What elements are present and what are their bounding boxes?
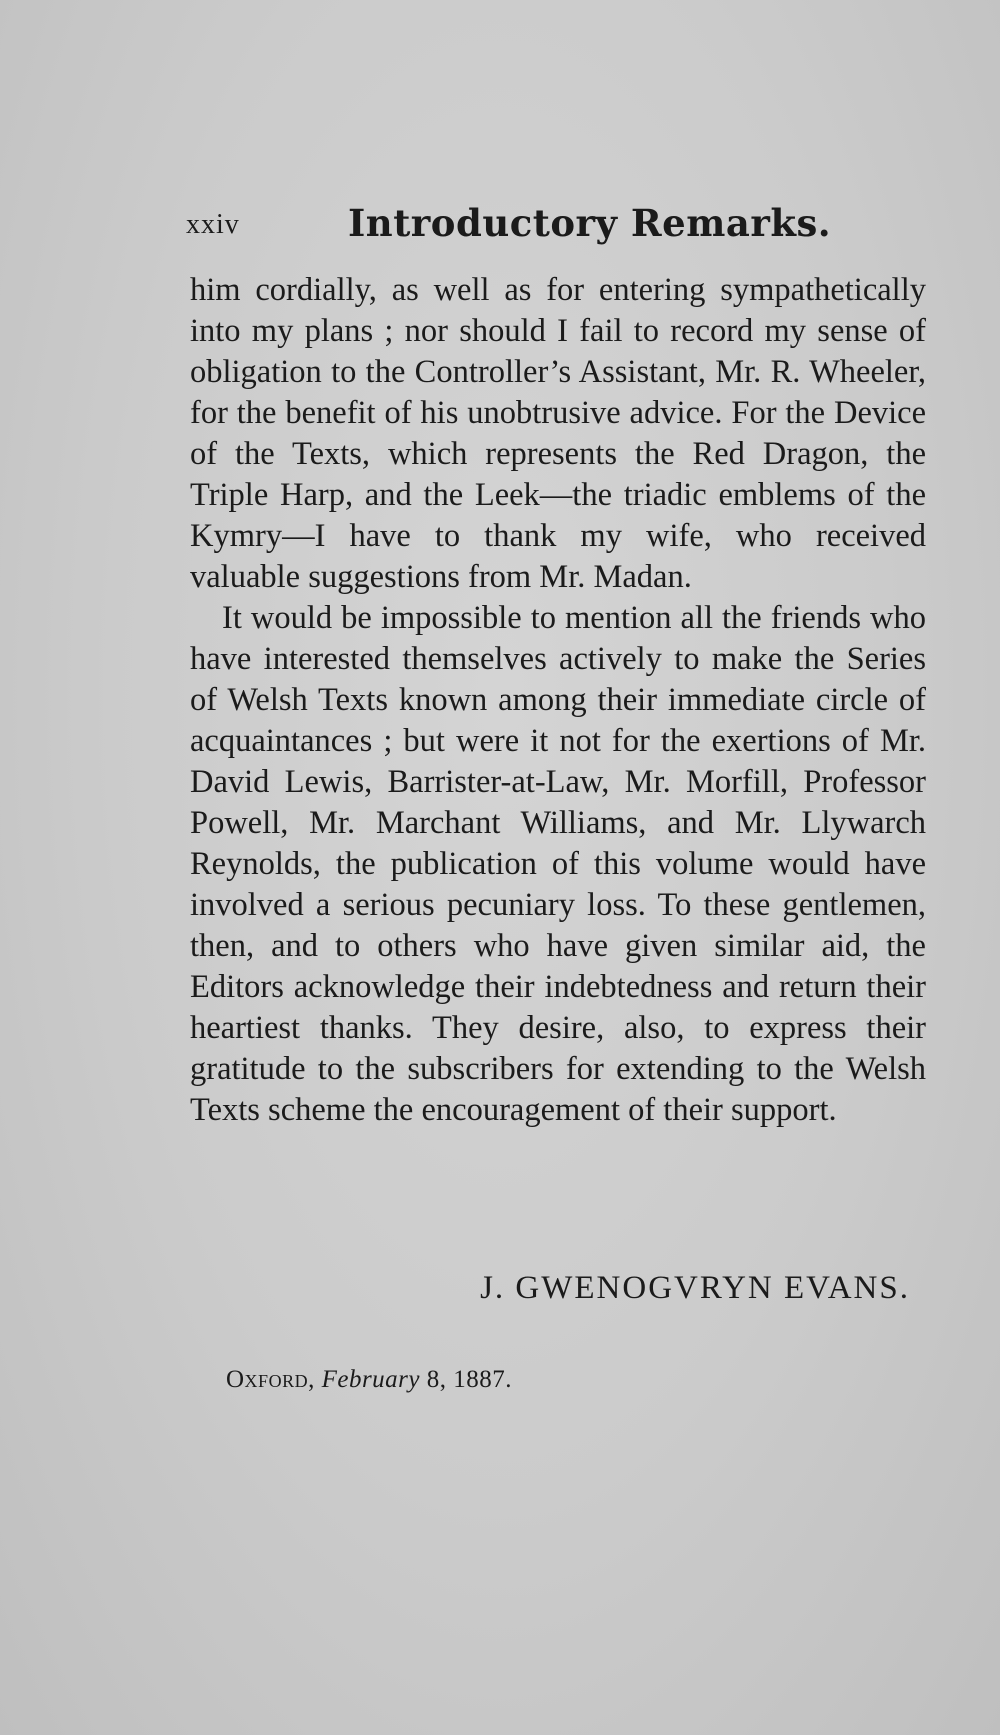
dateline	[226, 1366, 512, 1394]
body-text	[190, 270, 926, 1131]
dateline-month: February	[321, 1366, 420, 1393]
author-signature: J. GWENOGVRYN EVANS.	[480, 1270, 910, 1306]
paragraph: It would be impossible to mention all the friends who have interested themselves actively to make the Series of Welsh Texts known among their immediate circle of acquaintances ; but were it not for the exertions of Mr. David Lewis, Barrister-at-Law, Mr. Morfill, Professor Powell, Mr. Marchant Williams, and Mr. Llywarch Reynolds, the publication of this volume would have involved a serious pecuniary loss. To these gentlemen, then, and to others who have given similar aid, the Editors acknowledge their indebtedness and return their heartiest thanks. They desire, also, to express their gratitude to the subscribers for extending to the Welsh Texts scheme the encouragement of their support.	[190, 600, 926, 1128]
page-number: xxiv	[186, 209, 240, 240]
page-header	[186, 201, 946, 255]
paragraph: him cordially, as well as for entering sympathetically into my plans ; nor should I fail to record my sense of obligation to the Controller’s Assistant, Mr. R. Wheeler, for the benefit of his unobtrusive advice. For the Device of the Texts, which represents the Red Dragon, the Triple Harp, and the Leek—the triadic emblems of the Kymry—I have to thank my wife, who received valuable suggestions from Mr. Madan.	[190, 272, 926, 595]
running-head: Introductory Remarks.	[348, 201, 832, 245]
dateline-place: Oxford,	[226, 1366, 315, 1393]
dateline-day-year: 8, 1887.	[426, 1366, 512, 1393]
